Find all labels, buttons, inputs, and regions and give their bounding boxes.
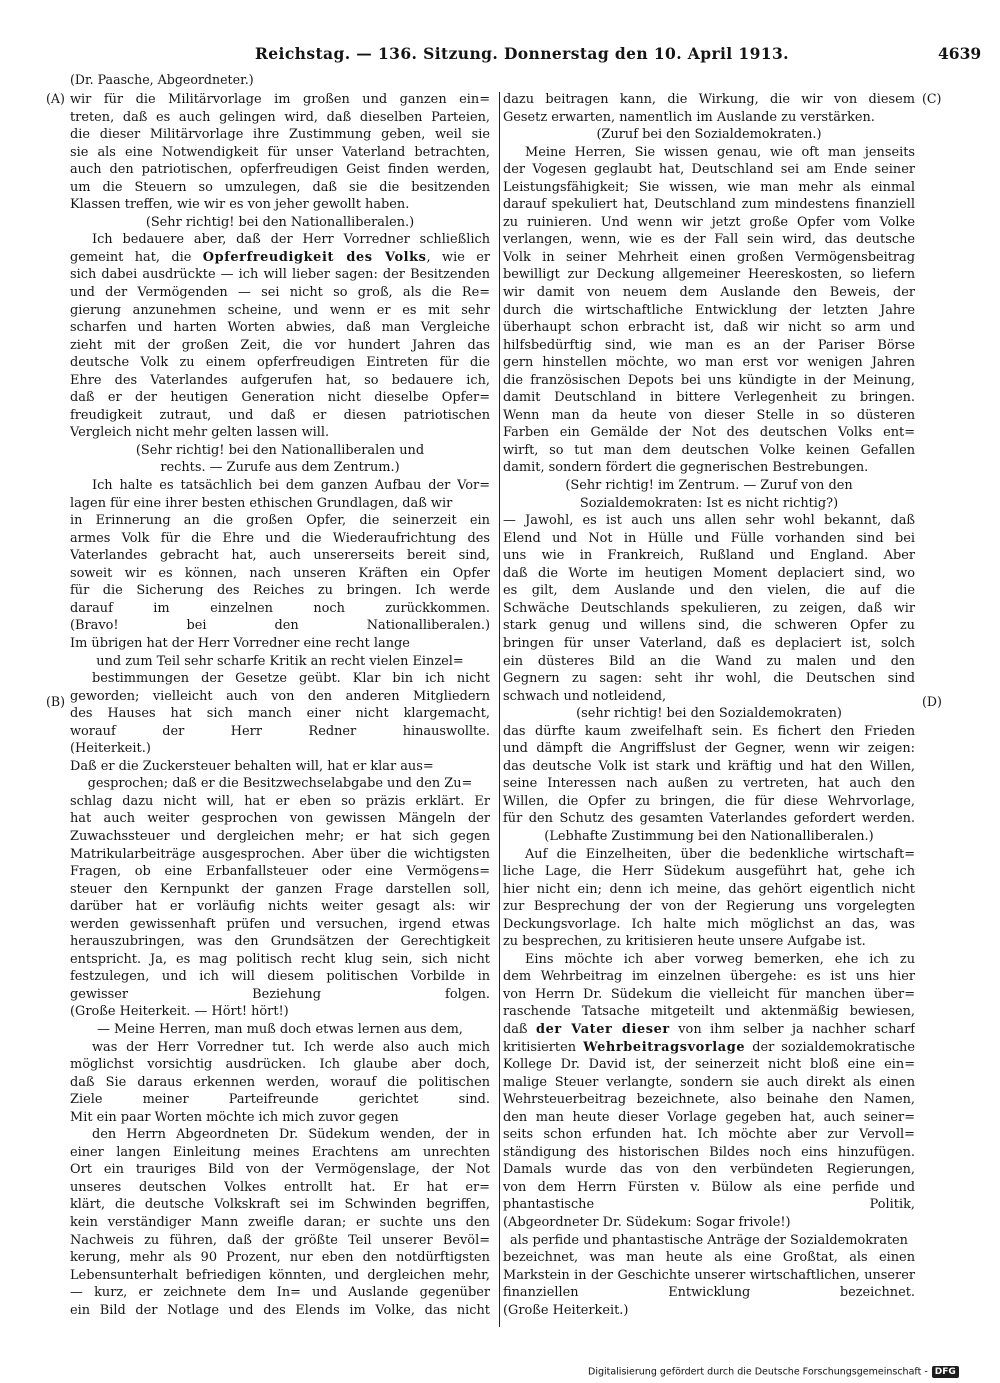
text-line: stark genug und willens sind, die schweren Opfer zu (503, 618, 915, 634)
text-line: Klassen treffen, wie wir es von jeher gewollt haben. (70, 197, 410, 213)
margin-marker-c: (C) (922, 91, 942, 106)
text-line: und der Vermögenden — sei nicht so groß, als die Re= (70, 285, 490, 301)
text-line: sich dabei ausdrückte — ich will lieber sagen: der Besitzenden (70, 267, 490, 283)
text-line: Im übrigen hat der Herr Vorredner eine recht lange (70, 635, 410, 651)
text-line: wir damit von neuem dem Auslande den Beweis, der (503, 285, 915, 301)
text-line: Gesetz erwarten, namentlich im Auslande zu verstärken. (503, 109, 875, 125)
text-line: (Heiterkeit.) (70, 741, 151, 757)
text-line: möglichst vorsichtig ausdrücken. Ich glaube aber doch, (70, 1057, 490, 1073)
text-line: malige Steuer verlangte, sondern sie auch direkt als einen (503, 1074, 915, 1090)
text-line: Leistungsfähigkeit; Sie wissen, wie man mehr als einmal (503, 179, 915, 195)
text-line: gewisser Beziehung folgen. (70, 986, 490, 1002)
text-line: Gegnern zu sagen: seht ihr wohl, die Deutschen sind (503, 671, 915, 687)
text-line: Vergleich nicht mehr gelten lassen will. (70, 425, 330, 441)
text-line: Ort ein trauriges Bild von der Vermögenslage, der Not (70, 1162, 490, 1178)
text-line: die dieser Militärvorlage ihre Zustimmung geben, weil sie (70, 127, 490, 143)
text-line: darauf spekuliert hat, Deutschland zum mindestens finanziell (503, 197, 915, 213)
text-line: Sozialdemokraten: Ist es nicht richtig?) (579, 495, 839, 511)
text-line: Farben ein Gemälde der Not des deutschen Volks ent= (503, 425, 915, 441)
page-number: 4639 (938, 44, 982, 63)
page-header (0, 0, 1000, 70)
text-line: Matrikularbeiträge ausgesprochen. Aber über die wichtigsten (70, 846, 490, 862)
text-line: auch den patriotischen, opferfreudigen Geist finden werden, (70, 162, 490, 178)
text-line: gemeint hat, die Opferfreudigkeit des Volks, wie er (70, 249, 490, 265)
text-line: der Vogesen geglaubt hat, Deutschland sei am Ende seiner (503, 162, 915, 178)
text-line: wirft, so tut man dem deutschen Volke keinen Gefallen (503, 442, 915, 458)
text-line: wir für die Militärvorlage im großen und ganzen ein= (70, 92, 490, 107)
text-line: das deutsche Volk ist stark und kräftig und hat den Willen, (503, 758, 915, 774)
text-line: Damals wurde das von den verbündeten Regierungen, (503, 1162, 915, 1178)
text-line: um die Steuern so umzulegen, daß sie die besitzenden (70, 179, 490, 195)
text-line: zur Besprechung der von der Regierung uns vorgelegten (503, 899, 915, 915)
text-line: Willen, die Opfer zu bringen, die für diese Wehrvorlage, (503, 793, 915, 809)
text-line: kerung, mehr als 90 Prozent, nur eben den notdürftigsten (70, 1250, 490, 1266)
text-line: (Sehr richtig! bei den Nationalliberalen und (135, 442, 425, 458)
text-line: zu ruinieren. Und wenn wir jetzt große Opfer vom Volke (503, 214, 915, 230)
text-line: — Jawohl, es ist auch uns allen sehr wohl bekannt, daß (503, 513, 915, 529)
text-line: zu besprechen, zu kritisieren heute unsere Aufgabe ist. (503, 934, 866, 950)
text-line: die französischen Depots bei uns kündigte in der Meinung, (503, 372, 915, 388)
text-line: für die Sicherung des Reiches zu bringen. Ich werde (70, 583, 490, 599)
text-line: (Sehr richtig! bei den Nationalliberalen.) (145, 214, 415, 230)
text-line: finanziellen Entwicklung bezeichnet. (503, 1285, 915, 1301)
text-line: rechts. — Zurufe aus dem Zentrum.) (160, 460, 400, 476)
text-line: des Hauses hat sich manch einer nicht klargemacht, (70, 706, 490, 722)
text-line: Schwäche Deutschlands spekulieren, zu zeigen, daß wir (503, 600, 915, 616)
margin-marker-b: (B) (46, 694, 66, 709)
text-line: darauf im einzelnen noch zurückkommen. (70, 600, 490, 616)
text-line: von dem Herrn Fürsten v. Bülow als eine perfide und (503, 1179, 915, 1195)
text-line: damit, sondern fördert die gegnerischen Bestrebungen. (503, 460, 869, 476)
margin-marker-d: (D) (922, 694, 942, 709)
text-line: darüber hat er vorläufig nichts weiter gesagt als: wir (70, 899, 490, 915)
speaker-label: (Dr. Paasche, Abgeordneter.) (70, 72, 254, 87)
text-line: (Sehr richtig! im Zentrum. — Zuruf von den (565, 478, 853, 494)
text-line: zieht mit der großen Zeit, die vor hundert Jahren das (70, 337, 490, 353)
text-line: den man heute dieser Vorlage gegeben hat, auch seiner= (503, 1109, 915, 1125)
text-line: — kurz, er zeichnete dem In= und Auslande gegenüber (70, 1285, 490, 1301)
text-line: hilfsbedürftig sind, wie man es an der Pariser Börse (503, 337, 915, 353)
text-line: schlag dazu nicht will, hat er eben so präzis erklärt. Er (70, 793, 490, 809)
text-line: Kollege Dr. David ist, der seinerzeit nicht bloß eine ein= (503, 1057, 915, 1073)
text-line: bringen für unser Vaterland, daß es deplaciert ist, solch (503, 635, 915, 651)
text-line: durch die wirtschaftliche Entwicklung der letzten Jahre (503, 302, 915, 318)
footer-text: Digitalisierung gefördert durch die Deutsche Forschungsgemeinschaft - (588, 1366, 928, 1378)
text-line: Mit ein paar Worten möchte ich mich zuvor gegen (70, 1109, 399, 1125)
text-line: geworden; vielleicht auch von den anderen Mitgliedern (70, 688, 490, 704)
digitization-credit (588, 1366, 959, 1378)
text-line: das dürfte kaum zweifelhaft sein. Es fichert den Frieden (503, 723, 915, 739)
margin-marker-a: (A) (46, 91, 65, 106)
text-line: herauszubringen, was den Grundsätzen der Gerechtigkeit (70, 934, 490, 950)
text-line: uns wie in Frankreich, Rußland und England. Aber (503, 548, 915, 564)
text-line: schwach und notleidend, (503, 688, 667, 704)
text-line: Ziele meiner Parteifreunde gerichtet sind. (70, 1092, 490, 1108)
text-line: scharfen und harten Worten abwies, daß man Vergleiche (70, 320, 490, 336)
text-line: seine Interessen nach außen zu vertreten, hat auch den (503, 776, 915, 792)
text-line: seits schon erfunden hat. Ich möchte aber zur Vervoll= (503, 1127, 915, 1143)
text-line: daß er der heutigen Generation nicht dieselbe Opfer= (70, 390, 490, 406)
left-text-column (70, 91, 490, 1319)
text-line: einer langen Einleitung meines Erachtens am unrechten (70, 1144, 490, 1160)
text-line: daß Sie daraus erkennen werden, worauf die politischen (70, 1074, 490, 1090)
text-line: daß der Vater dieser von ihm selber ja nachher scharf (503, 1021, 915, 1037)
text-line: (Große Heiterkeit. — Hört! hört!) (70, 1004, 289, 1020)
text-line: steuer den Kernpunkt der ganzen Frage darstellen soll, (70, 881, 490, 897)
text-line: Elend und Not in Hülle und Fülle vorhanden sind bei (503, 530, 915, 546)
text-line: und zum Teil sehr scharfe Kritik an recht vielen Einzel= (96, 653, 464, 669)
text-line: armes Volk für die Ehre und die Wiederaufrichtung des (70, 530, 490, 546)
text-line: hat auch weiter gesprochen von gewissen Mängeln der (70, 811, 490, 827)
text-line: Zuwachssteuer und dergleichen mehr; er hat sich gegen (70, 828, 490, 844)
text-line: treten, daß es auch gelingen wird, daß dieselben Parteien, (70, 109, 490, 125)
dfg-logo-icon: DFG (932, 1366, 959, 1378)
text-line: verlangen, wenn, wie es der Fall sein wird, das deutsche (503, 232, 915, 248)
text-line: worauf der Herr Redner hinauswollte. (70, 723, 490, 739)
text-line: klärt, die deutsche Volkskraft sei im Schwinden begriffen, (70, 1197, 490, 1213)
text-line: liche Lage, die Herr Südekum ausgeführt hat, gehe ich (503, 864, 915, 880)
text-line: und dämpft die Angriffslust der Gegner, wenn wir zeigen: (503, 741, 915, 757)
text-line: bezeichnet, was man heute als eine Großtat, als einen (503, 1250, 915, 1266)
text-line: Fragen, ob eine Erbanfallsteuer oder eine Vermögens= (70, 864, 490, 880)
text-line: (sehr richtig! bei den Sozialdemokraten) (576, 706, 842, 722)
text-line: kritisierten Wehrbeitragsvorlage der sozialdemokratische (503, 1039, 915, 1055)
text-line: werden gewissenhaft prüfen und versuchen, irgend etwas (70, 916, 490, 932)
text-line: bewilligt zur Deckung allgemeiner Heereskosten, so liefern (503, 267, 915, 283)
text-line: ein Bild der Notlage und des Elends im Volke, das nicht (70, 1302, 490, 1318)
text-line: Eins möchte ich aber vorweg bemerken, ehe ich zu (525, 951, 915, 967)
text-line: (Große Heiterkeit.) (503, 1302, 629, 1318)
text-line: soweit wir es können, nach unseren Kräften ein Opfer (70, 565, 490, 581)
text-line: überhaupt schon erbracht ist, daß wir nicht so arm und (503, 320, 915, 336)
text-line: kein verständiger Mann zweifle daran; er suchte uns den (70, 1215, 490, 1230)
text-line: (Abgeordneter Dr. Südekum: Sogar frivole!) (503, 1215, 791, 1230)
text-line: Ich bedauere aber, daß der Herr Vorredner schließlich (92, 232, 490, 248)
text-line: lagen für eine ihrer besten ethischen Grundlagen, daß wir (70, 495, 453, 511)
text-line: in Erinnerung an die großen Opfer, die seinerzeit ein (70, 513, 490, 529)
text-line: deutsche Volk zu einem opferfreudigen Eintreten für die (70, 355, 490, 371)
text-line: festzulegen, und ich will diesem politischen Vorbilde in (70, 969, 490, 985)
text-line: ein düsteres Bild an die Wand zu malen und den (503, 653, 915, 669)
text-line: dazu beitragen kann, die Wirkung, die wir von diesem (503, 92, 915, 107)
text-line: Meine Herren, Sie wissen genau, wie oft man jenseits (525, 144, 915, 160)
text-line: bestimmungen der Gesetze geübt. Klar bin ich nicht (92, 671, 490, 687)
text-line: dem Wehrbeitrag im einzelnen übergehe: es ist uns hier (503, 969, 915, 985)
text-line: gierung anzunehmen scheine, und wenn er es mit sehr (70, 302, 490, 318)
text-line: den Herrn Abgeordneten Dr. Südekum wenden, der in (92, 1127, 490, 1143)
column-divider (499, 92, 500, 1327)
text-line: damit Deutschland in bittere Verlegenheit zu bringen. (503, 390, 915, 406)
text-line: (Bravo! bei den Nationalliberalen.) (70, 618, 490, 634)
text-line: gesprochen; daß er die Besitzwechselabgabe und den Zu= (87, 776, 473, 792)
right-text-column (503, 91, 915, 1319)
text-line: Ehre des Vaterlandes aufgerufen hat, so bedauere ich, (70, 372, 490, 388)
text-line: raschende Tatsache mitgeteilt und aktenmäßig bewiesen, (503, 1004, 915, 1020)
text-line: gern hinstellen möchte, wo man erst vor wenigen Jahren (503, 355, 915, 371)
text-line: ständigung des historischen Bildes noch eins hinzufügen. (503, 1144, 915, 1160)
text-line: Deckungsvorlage. Ich halte mich möglichst an das, was (503, 916, 915, 932)
text-line: Vaterlandes gebracht hat, auch unsererseits bereit sind, (70, 548, 490, 564)
text-line: Nachweis zu führen, daß der größte Teil unserer Bevöl= (70, 1232, 490, 1248)
text-line: Ich halte es tatsächlich bei dem ganzen Aufbau der Vor= (92, 478, 490, 494)
running-title: Reichstag. — 136. Sitzung. Donnerstag den 10. April 1913. (255, 44, 789, 63)
text-line: Volk in seiner Mehrheit einen großen Vermögensbeitrag (503, 249, 915, 265)
text-line: Daß er die Zuckersteuer behalten will, hat er klar aus= (70, 758, 434, 774)
text-line: was der Herr Vorredner tut. Ich werde also auch mich (92, 1039, 490, 1055)
text-line: Auf die Einzelheiten, über die bedenkliche wirtschaft= (525, 846, 915, 862)
text-line: (Lebhafte Zustimmung bei den Nationalliberalen.) (544, 828, 874, 844)
text-line: als perfide und phantastische Anträge der Sozialdemokraten (510, 1232, 908, 1248)
text-line: hier nicht ein; denn ich meine, das gehört eigentlich nicht (503, 881, 915, 897)
text-line: freudigkeit zutraut, und daß er diesen patriotischen (70, 407, 490, 423)
text-line: von Herrn Dr. Südekum die vielleicht für manchen über= (503, 986, 915, 1002)
text-line: Lebensunterhalt befriedigen könnten, und dergleichen mehr, (70, 1267, 490, 1283)
text-line: für den Schutz des gesamten Vaterlandes gefordert werden. (503, 811, 915, 827)
text-line: Wehrsteuerbeitrag bezeichnete, also beinahe den Namen, (503, 1092, 915, 1108)
text-line: daß die Worte im heutigen Moment deplaciert sind, wo (503, 565, 915, 581)
text-line: phantastische Politik, (503, 1197, 915, 1213)
text-line: entspricht. Ja, es mag politisch recht klug sein, sich nicht (70, 951, 490, 967)
text-line: (Zuruf bei den Sozialdemokraten.) (596, 127, 822, 143)
text-line: unseres deutschen Volkes entrollt hat. Er hat er= (70, 1179, 490, 1195)
text-line: — Meine Herren, man muß doch etwas lernen aus dem, (97, 1021, 463, 1037)
text-line: Wenn man da heute von dieser Stelle in so düsteren (503, 407, 915, 423)
text-line: Markstein in der Geschichte unserer wirtschaftlichen, unserer (503, 1267, 915, 1283)
text-line: es gilt, dem Auslande und den vielen, die auf die (503, 583, 915, 599)
text-line: sie als eine Notwendigkeit für unser Vaterland betrachten, (70, 144, 490, 160)
